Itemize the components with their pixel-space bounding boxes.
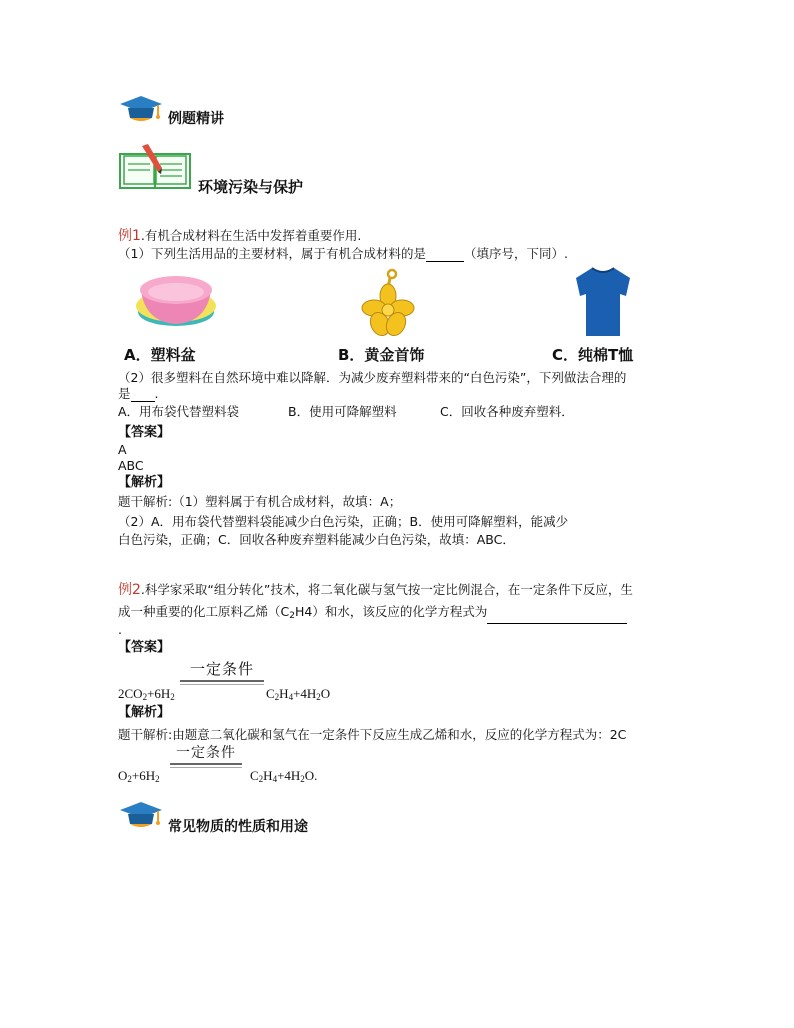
subscript: 2 [289,611,295,621]
example-1-label: 例1 [118,228,141,244]
example-2-line-3: . [118,622,122,637]
analysis-line: 白色污染，正确；C．回收各种废弃塑料能减少白色污染，故填：ABC． [118,532,515,547]
equation-bar [180,684,264,685]
answer-blank [131,389,155,402]
reaction-condition [170,742,242,768]
section-title: 常见物质的性质和用途 [168,819,308,835]
gold-pendant-icon [356,268,420,344]
question-2-text: 是 [118,386,131,401]
book-pencil-icon [118,144,192,194]
equation-bar [180,680,264,682]
option-b-caption: B．黄金首饰 [338,346,425,364]
equation-reactants: $2CO_2+6H_2$ [118,686,175,702]
answer-header: 【答案】 [118,640,171,655]
condition-text: 一定条件 [176,745,236,761]
example-1-intro [118,228,361,244]
plastic-basin-icon [133,266,219,336]
equation-products: $C_2H_4+4H_2O$. [250,768,318,784]
example-2-intro [118,582,633,598]
answer-header: 【答案】 [118,425,171,440]
choice-c: C．回收各种废弃塑料． [440,404,574,419]
graduation-cap-icon [118,94,164,128]
line-2-text-cont: H4）和水，该反应的化学方程式为 [294,604,488,619]
choice-a: A．用布袋代替塑料袋 [118,404,240,419]
answer-blank [426,249,464,262]
reaction-condition [180,658,264,685]
example-2-label: 例2 [118,582,141,598]
example-1-question-2: （2）很多塑料在自然环境中难以降解．为减少废弃塑料带来的“白色污染”，下列做法合理的 [118,370,627,385]
condition-text: 一定条件 [189,660,254,678]
question-1-suffix: （填序号，下同）. [463,246,568,261]
example-1-question-1 [118,246,568,262]
example-2-text: .科学家采取“组分转化”技术，将二氧化碳与氢气按一定比例混合，在一定条件下反应，生 [140,582,633,597]
question-1-text: （1）下列生活用品的主要材料，属于有机合成材料的是 [118,246,426,261]
option-a-caption: A．塑料盆 [124,346,196,364]
equation-reactants: $O_2+6H_2$ [118,768,160,784]
analysis-header: 【解析】 [118,475,171,490]
topic-title: 环境污染与保护 [198,178,304,196]
question-2-suffix: . [154,386,159,401]
example-2-line-2 [118,604,627,624]
equation-bar [170,767,242,768]
analysis-line: 题干解析:（1）塑料属于有机合成材料，故填：A； [118,494,402,509]
equation-bar [170,763,242,765]
answer-line: ABC [118,458,144,473]
example-1-text: .有机合成材料在生活中发挥着重要作用. [140,228,362,243]
analysis-header: 【解析】 [118,705,171,720]
analysis-line: 题干解析:由题意二氧化碳和氢气在一定条件下反应生成乙烯和水，反应的化学方程式为：2C [118,727,627,742]
analysis-line: （2）A．用布袋代替塑料袋能减少白色污染，正确；B．使用可降解塑料，能减少 [118,514,569,529]
equation-products: $C_2H_4+4H_2O$ [266,686,331,702]
choice-b: B．使用可降解塑料 [288,404,397,419]
answer-line: A [118,442,127,457]
answer-blank [487,611,627,624]
section-title: 例题精讲 [168,111,224,127]
line-2-text: 成一种重要的化工原料乙烯（C [118,604,290,619]
option-c-caption: C．纯棉T恤 [552,346,634,364]
example-1-question-2-cont [118,386,159,402]
graduation-cap-icon [118,800,164,834]
cotton-tshirt-icon [574,266,632,342]
